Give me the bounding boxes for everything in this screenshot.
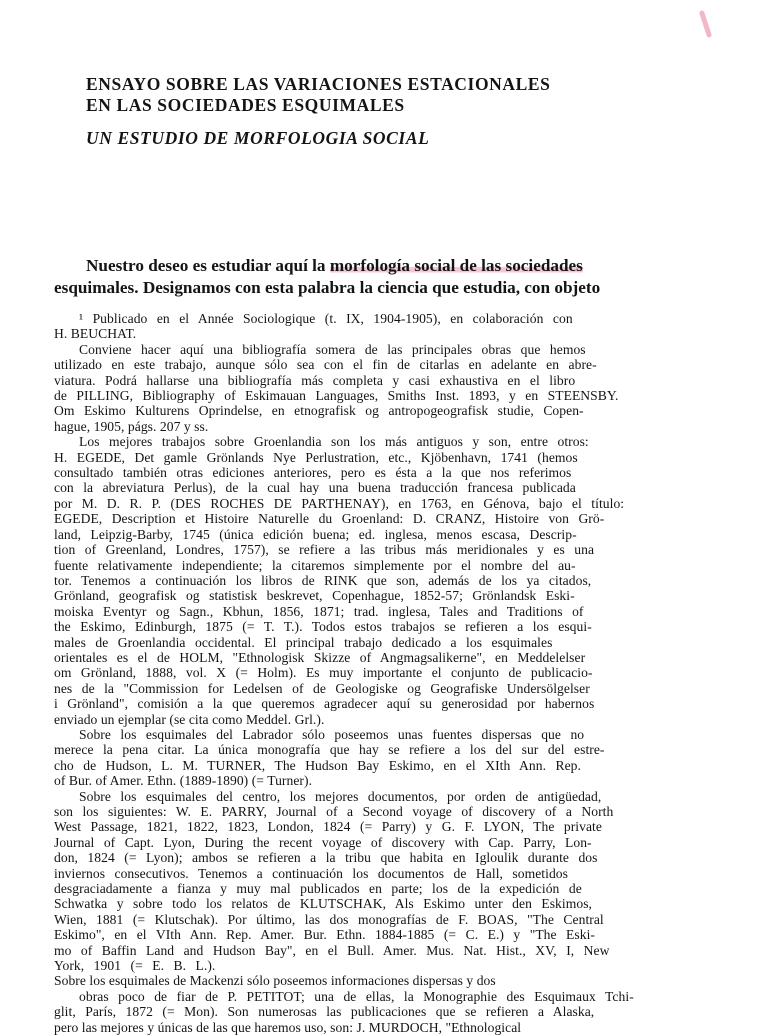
footnote-line: EGEDE, Description et Histoire Naturelle du Groenland: D. CRANZ, Histoire von Grö-: [54, 511, 605, 527]
footnote-line: tor. Tenemos a continuación los libros de RINK que son, además de los ya citados,: [54, 572, 592, 588]
footnote-line: York, 1901 (= E. B. L.).: [54, 958, 216, 974]
footnote-line: Sobre los esquimales del centro, los mejores documentos, por orden de antigüedad,: [79, 788, 602, 804]
footnote-line: merece la pena citar. La única monografía que hay se refiere a los del sur del estre-: [54, 742, 605, 758]
footnote-line: Sobre los esquimales del Labrador sólo poseemos unas fuentes dispersas que no: [79, 726, 585, 742]
footnote-line: son los siguientes: W. E. PARRY, Journal of a Second voyage of discovery of a North: [54, 804, 614, 819]
footnote-line: Sobre los esquimales de Mackenzi sólo poseemos informaciones dispersas y dos: [54, 973, 496, 989]
subtitle: UN ESTUDIO DE MORFOLOGIA SOCIAL: [86, 128, 430, 148]
intro-line-2: [54, 277, 718, 299]
footnote-line: utilizado en este trabajo, aunque sólo sea con el fin de citarlas en adelante en abre-: [54, 357, 597, 373]
footnote-line: Eskimo", en el VIth Ann. Rep. Amer. Bur. Ethn. 1884-1885 (= C. E.) y "The Eski-: [54, 927, 596, 943]
footnote-line: i Grönland", comisión a la que queremos agradecer aquí su generosidad por habernos: [54, 696, 595, 712]
footnote-line: Om Eskimo Kulturens Oprindelse, en etnografisk og antropogeografisk studie, Copen-: [54, 403, 584, 419]
intro-text: . Designamos con esta palabra la ciencia que estudia, con objeto: [134, 278, 601, 297]
heading-block: [86, 74, 686, 149]
footnote-line: tion of Greenland, Londres, 1757), se refiere a las tribus más meridionales y es una: [54, 542, 595, 558]
intro-text: esquimales: [54, 278, 135, 297]
footnote-line: pero las mejores y únicas de las que haremos uso, son: J. MURDOCH, "Ethnological: [54, 1019, 522, 1035]
footnote-line: nes de la "Commission for Ledelsen of de Geologiske og Geografiske Undersölgelser: [54, 680, 590, 696]
footnote-line: Journal of Capt. Lyon, During the recent voyage of discovery with Cap. Parry, Lon-: [54, 834, 592, 850]
footnote-line: glit, París, 1872 (= Mon). Son numerosas las publicaciones que se refieren a Alaska,: [54, 1004, 595, 1020]
footnote-line: fuente relativamente independiente; la citaremos simplemente por el nombre del au-: [54, 557, 576, 573]
footnote-line: obras poco de fiar de P. PETITOT; una de ellas, la Monographie des Esquimaux Tchi-: [79, 988, 634, 1004]
footnote-line: cho de Hudson, L. M. TURNER, The Hudson Bay Eskimo, en el XIth Ann. Rep.: [54, 757, 581, 773]
footnote-line: ¹ Publicado en el Année Sociologique (t. IX, 1904-1905), en colaboración con: [79, 311, 573, 326]
footnote-line: enviado un ejemplar (se cita como Meddel. Grl.).: [54, 711, 325, 727]
footnote-line: West Passage, 1821, 1822, 1823, London, 1824 (= Parry) y G. F. LYON, The private: [54, 819, 602, 835]
intro-paragraph: [54, 255, 718, 299]
footnote-line: inviernos consecutivos. Tenemos a continuación los documentos de Hall, sometidos: [54, 865, 568, 881]
footnote-line: Grönland, geografisk og statistisk beskrevet, Copenhague, 1852-57; Grönlandsk Eski-: [54, 588, 575, 604]
footnote-line: Wien, 1881 (= Klutschak). Por último, las dos monografías de F. BOAS, "The Central: [54, 911, 604, 927]
intro-text: Nuestro deseo es estudiar aquí la: [86, 256, 330, 275]
footnote-line: Conviene hacer aquí una bibliografía somera de las principales obras que hemos: [79, 341, 586, 357]
footnote-line: por M. D. R. P. (DES ROCHES DE PARTHENAY), en 1763, en Génova, bajo el título:: [54, 495, 625, 511]
footnote-line: moiska Eventyr og Sagn., Kbhun, 1856, 1871; trad. inglesa, Tales and Traditions of: [54, 603, 584, 619]
footnote-line: H. EGEDE, Det gamle Grönlands Nye Perlustration, etc., Kjöbenhavn, 1741 (hemos: [54, 449, 578, 465]
footnote-block: [54, 311, 720, 1035]
pink-pen-mark: [699, 10, 712, 38]
footnote-line: the Eskimo, Edinburgh, 1875 (= T. T.). Todos estos trabajos se refieren a los esqui-: [54, 619, 592, 635]
footnote-line: H. BEUCHAT.: [54, 326, 137, 342]
highlighted-text: morfología social de las sociedades: [329, 256, 583, 275]
footnote-line: viatura. Podrá hallarse una bibliografía más completa y casi exhaustiva en el libro: [54, 372, 576, 388]
footnote-line: males de Groenlandia occidental. El principal trabajo dedicado a los esquimales: [54, 634, 553, 650]
footnote-line: orientales es el de HOLM, "Ethnologisk Skizze of Angmagsalikerne", en Meddelelser: [54, 649, 586, 665]
title-line-2: EN LAS SOCIEDADES ESQUIMALES: [86, 95, 405, 115]
footnote-line: consultado también otras ediciones anteriores, pero es ésta a la que nos referimos: [54, 465, 572, 481]
title-line-1: ENSAYO SOBRE LAS VARIACIONES ESTACIONALES: [86, 74, 551, 94]
footnote-line: Los mejores trabajos sobre Groenlandia son los más antiguos y son, entre otros:: [79, 434, 589, 450]
footnote-line: mo of Baffin Land and Hudson Bay", en el Bull. Amer. Mus. Nat. Hist., XV, I, New: [54, 942, 610, 958]
footnote-line: desgraciadamente a fianza y muy mal publicados en parte; los de la expedición de: [54, 881, 582, 897]
footnote-line: hague, 1905, págs. 207 y ss.: [54, 418, 209, 434]
footnote-line: don, 1824 (= Lyon); ambos se refieren a la tribu que habita en Igloulik durante dos: [54, 850, 598, 866]
footnote-line: om Grönland, 1888, vol. X (= Holm). Es muy importante el conjunto de publicacio-: [54, 665, 593, 681]
footnote-line: de PILLING, Bibliography of Eskimauan Languages, Smiths Inst. 1893, y en STEENSBY.: [54, 388, 619, 404]
footnote-line: Schwatka y sobre todo los relatos de KLUTSCHAK, Als Eskimo unter den Eskimos,: [54, 896, 592, 912]
footnote-line: of Bur. of Amer. Ethn. (1889-1890) (= Turner).: [54, 773, 313, 789]
intro-line-1: [54, 255, 718, 277]
footnote-line: con la abreviatura Perlus), de la cual hay una buena traducción francesa publicada: [54, 480, 576, 496]
footnote-line: land, Leipzig-Barby, 1745 (única edición buena; ed. inglesa, menos escasa, Descrip-: [54, 526, 577, 542]
